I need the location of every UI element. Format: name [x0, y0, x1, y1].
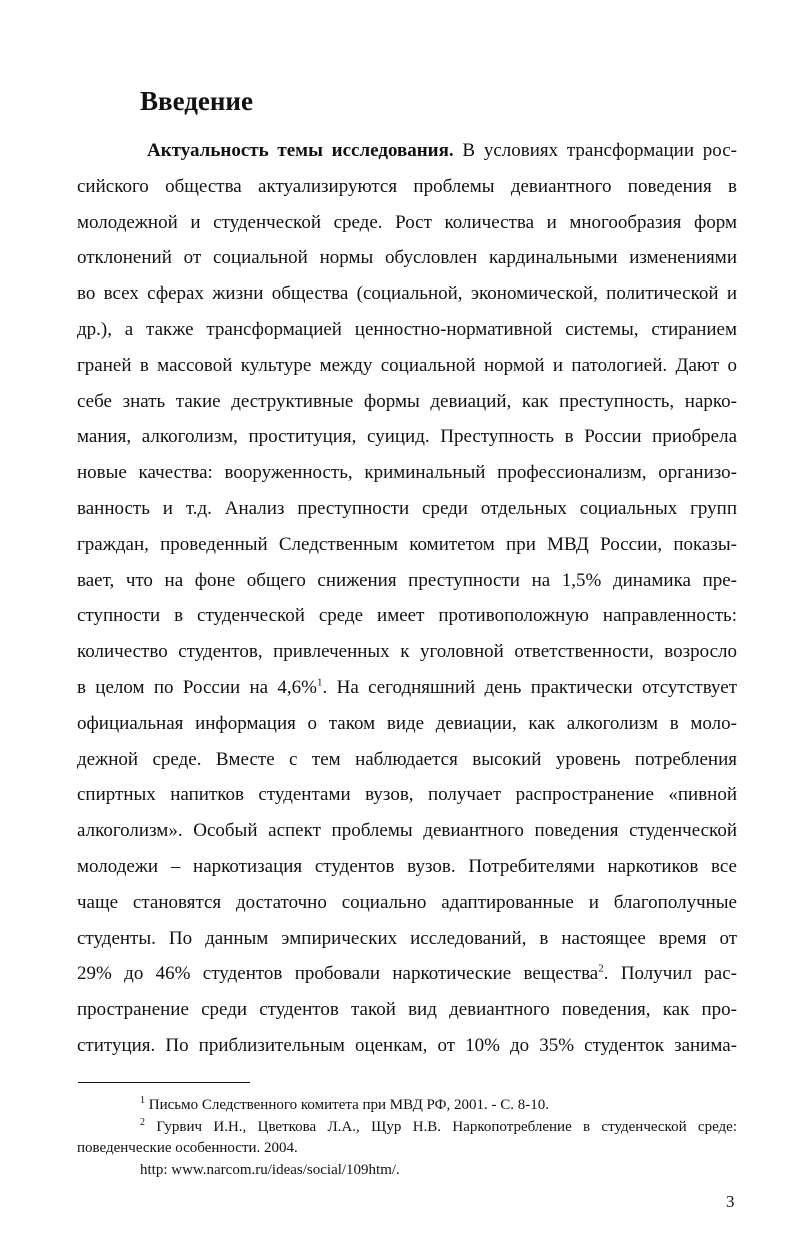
text-line: [77, 494, 737, 530]
page-number: 3: [726, 1192, 735, 1211]
text-line: [77, 816, 737, 852]
text-line: [77, 136, 737, 172]
text-line: [77, 530, 737, 566]
text-line: [77, 315, 737, 351]
footnote-continuation: поведенческие особенности. 2004.: [77, 1140, 298, 1157]
line-text: чаще становятся достаточно социально адаптированные и благополучные: [77, 891, 737, 913]
text-line: [77, 172, 737, 208]
footnote-text: http: www.narcom.ru/ideas/social/109htm/.: [140, 1162, 400, 1179]
lead-bold: Актуальность темы исследования.: [147, 140, 454, 161]
text-line: [77, 673, 737, 709]
footnote: [77, 1117, 737, 1139]
text-line: [77, 387, 737, 423]
text-line: [77, 601, 737, 637]
line-text: граней в массовой культуре между социальной нормой и патологией. Дают о: [77, 354, 737, 376]
text-line: [77, 745, 737, 781]
text-line: [77, 924, 737, 960]
line-text: сийского общества актуализируются проблемы девиантного поведения в: [77, 175, 737, 197]
line-text: алкоголизм». Особый аспект проблемы девиантного поведения студенческой: [77, 820, 737, 842]
line-text: ванность и т.д. Анализ преступности среди отдельных социальных групп: [77, 497, 737, 519]
line-text: В условиях трансформации рос-: [453, 140, 738, 161]
footnote-ref: 1: [317, 676, 323, 689]
text-line: [77, 566, 737, 602]
text-line: [77, 458, 737, 494]
line-text: граждан, проведенный Следственным комитетом при МВД России, показы-: [77, 533, 737, 555]
line-text: дежной среде. Вместе с тем наблюдается высокий уровень потребления: [77, 748, 737, 770]
text-line: [77, 1031, 737, 1067]
line-text: 29% до 46% студентов пробовали наркотические вещества: [77, 963, 599, 985]
footnote-number: 2: [140, 1116, 145, 1128]
text-line: [77, 243, 737, 279]
line-text-after: . На сегодняшний день практически отсутствует: [322, 676, 737, 698]
line-text: во всех сферах жизни общества (социальной, экономической, политической и: [77, 283, 737, 305]
text-line: [77, 351, 737, 387]
text-line: [77, 279, 737, 315]
section-heading: Введение: [140, 86, 253, 116]
line-text: количество студентов, привлеченных к уголовной ответственности, возросло: [77, 641, 737, 663]
text-line: [77, 959, 737, 995]
text-line: [77, 709, 737, 745]
footnote-number: 1: [140, 1095, 145, 1106]
text-line: [77, 780, 737, 816]
text-line: [77, 888, 737, 924]
line-text: вает, что на фоне общего снижения преступности на 1,5% динамика пре-: [77, 569, 737, 591]
footnote-text: Письмо Следственного комитета при МВД РФ, 2001. - С. 8-10.: [148, 1097, 549, 1113]
line-text: новые качества: вооруженность, криминальный профессионализм, организо-: [77, 462, 737, 484]
line-text: в целом по России на 4,6%: [77, 676, 318, 698]
body-text: [77, 136, 737, 1067]
text-line: [77, 637, 737, 673]
line-text: молодежи – наркотизация студентов вузов. Потребителями наркотиков все: [77, 855, 737, 877]
line-text-after: . Получил рас-: [603, 963, 737, 985]
line-text: молодежной и студенческой среде. Рост количества и многообразия форм: [77, 211, 737, 233]
line-text: пространение среди студентов такой вид девиантного поведения, как про-: [77, 999, 737, 1021]
line-text: ступности в студенческой среде имеет противоположную направленность:: [77, 605, 737, 627]
line-text: мания, алкоголизм, проституция, суицид. Преступность в России приобрела: [77, 426, 737, 448]
line-text: др.), а также трансформацией ценностно-нормативной системы, стиранием: [77, 318, 737, 340]
footnote-divider: [78, 1082, 250, 1083]
text-line: [77, 208, 737, 244]
line-text: спиртных напитков студентами вузов, получает распространение «пивной: [77, 784, 737, 806]
footnote: [77, 1160, 737, 1182]
footnotes: [77, 1095, 737, 1182]
text-line: [77, 995, 737, 1031]
line-text: отклонений от социальной нормы обусловлен кардинальными изменениями: [77, 247, 737, 269]
line-text: ституция. По приблизительным оценкам, от 10% до 35% студенток занима-: [77, 1034, 737, 1056]
footnote-text: Гурвич И.Н., Цветкова Л.А., Щур Н.В. Наркопотребление в студенческой среде:: [156, 1118, 737, 1135]
text-line: [77, 852, 737, 888]
line-text: себе знать такие деструктивные формы девиаций, как преступность, нарко-: [77, 390, 737, 412]
text-line: [77, 422, 737, 458]
line-text: студенты. По данным эмпирических исследований, в настоящее время от: [77, 927, 737, 949]
footnote-ref: 2: [598, 963, 604, 975]
line-text: официальная информация о таком виде девиации, как алкоголизм в моло-: [77, 712, 737, 734]
footnote: [77, 1095, 737, 1117]
